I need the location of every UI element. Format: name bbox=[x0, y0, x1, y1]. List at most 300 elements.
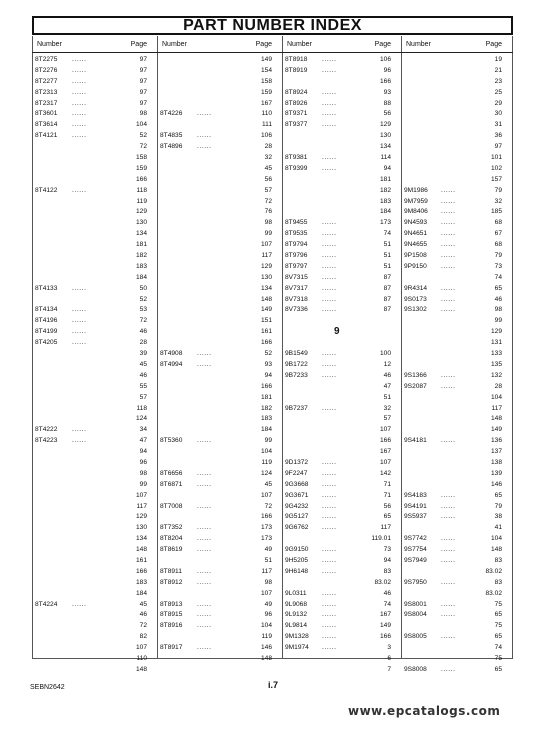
page-ref: 161 bbox=[260, 328, 272, 336]
page-ref: 45 bbox=[139, 600, 147, 608]
page-ref: 83.02 bbox=[485, 589, 502, 597]
table-row bbox=[157, 512, 282, 523]
page-ref: 87 bbox=[383, 306, 391, 314]
table-row bbox=[32, 262, 157, 273]
leader-dots: ...... bbox=[322, 633, 337, 641]
table-row bbox=[282, 88, 401, 99]
table-row bbox=[282, 545, 401, 556]
table-row bbox=[32, 534, 157, 545]
table-row bbox=[282, 436, 401, 447]
part-number: 9N4655 bbox=[404, 241, 428, 249]
page-ref: 134 bbox=[135, 230, 147, 238]
leader-dots: ...... bbox=[197, 143, 212, 151]
page-ref: 56 bbox=[264, 175, 272, 183]
table-row bbox=[157, 273, 282, 284]
table-row bbox=[32, 273, 157, 284]
page-ref: 135 bbox=[490, 360, 502, 368]
leader-dots: ...... bbox=[441, 208, 456, 216]
table-row bbox=[282, 621, 401, 632]
page-ref: 148 bbox=[135, 665, 147, 673]
table-row bbox=[401, 523, 512, 534]
table-row bbox=[32, 458, 157, 469]
part-number: 9S8008 bbox=[404, 665, 427, 673]
page-ref: 119 bbox=[136, 197, 147, 205]
table-row bbox=[282, 578, 401, 589]
leader-dots: ...... bbox=[322, 121, 337, 129]
table-row bbox=[157, 621, 282, 632]
leader-dots: ...... bbox=[197, 360, 212, 368]
page-ref: 74 bbox=[494, 644, 502, 652]
page-ref: 97 bbox=[139, 99, 147, 107]
page-ref: 99 bbox=[264, 230, 272, 238]
table-row bbox=[32, 491, 157, 502]
table-row bbox=[157, 197, 282, 208]
page-ref: 65 bbox=[494, 284, 502, 292]
table-row bbox=[157, 436, 282, 447]
table-row bbox=[282, 371, 401, 382]
table-row bbox=[401, 338, 512, 349]
page-ref: 31 bbox=[494, 121, 502, 129]
leader-dots: ...... bbox=[197, 469, 212, 477]
part-number: 9L9814 bbox=[285, 622, 308, 630]
table-row bbox=[401, 567, 512, 578]
page-ref: 45 bbox=[139, 360, 147, 368]
page-ref: 183 bbox=[260, 415, 272, 423]
part-number: 8T4896 bbox=[160, 143, 183, 151]
page-ref: 148 bbox=[260, 654, 272, 662]
page-ref: 30 bbox=[494, 110, 502, 118]
table-row bbox=[157, 654, 282, 665]
table-row bbox=[157, 632, 282, 643]
leader-dots: ...... bbox=[322, 371, 337, 379]
table-row bbox=[32, 77, 157, 88]
table-row bbox=[401, 109, 512, 120]
table-row bbox=[401, 327, 512, 338]
table-row bbox=[401, 153, 512, 164]
page-ref: 173 bbox=[260, 524, 272, 532]
page-ref: 56 bbox=[383, 502, 391, 510]
table-row bbox=[401, 142, 512, 153]
table-row bbox=[282, 142, 401, 153]
page-ref: 130 bbox=[379, 132, 391, 140]
index-rows bbox=[32, 55, 157, 676]
leader-dots: ...... bbox=[197, 567, 212, 575]
page-ref: 107 bbox=[135, 491, 147, 499]
page-ref: 99 bbox=[494, 317, 502, 325]
page-ref: 129 bbox=[490, 328, 502, 336]
table-row bbox=[32, 502, 157, 513]
table-row bbox=[157, 610, 282, 621]
page-ref: 106 bbox=[379, 56, 391, 63]
page-ref: 134 bbox=[135, 535, 147, 543]
leader-dots: ...... bbox=[322, 600, 337, 608]
part-number: 9S4191 bbox=[404, 502, 427, 510]
table-row bbox=[32, 480, 157, 491]
table-row bbox=[32, 436, 157, 447]
table-row bbox=[282, 66, 401, 77]
table-row bbox=[282, 240, 401, 251]
page-ref: 149 bbox=[260, 306, 272, 314]
page-header: Page bbox=[374, 41, 391, 48]
table-row bbox=[157, 393, 282, 404]
page-ref: 51 bbox=[264, 556, 272, 564]
index-column-3 bbox=[282, 38, 401, 673]
page-ref: 93 bbox=[383, 88, 391, 96]
page-ref: 182 bbox=[135, 252, 147, 260]
page-ref: 184 bbox=[260, 426, 272, 434]
leader-dots: ...... bbox=[322, 524, 337, 532]
page-ref: 117 bbox=[491, 404, 502, 412]
page-ref: 83 bbox=[383, 567, 391, 575]
page-ref: 148 bbox=[490, 415, 502, 423]
part-number: 9G5127 bbox=[285, 513, 309, 521]
leader-dots: ...... bbox=[197, 578, 212, 586]
leader-dots: ...... bbox=[322, 56, 337, 63]
table-row bbox=[32, 567, 157, 578]
page-ref: 41 bbox=[494, 524, 502, 532]
table-row bbox=[282, 502, 401, 513]
table-row bbox=[157, 55, 282, 66]
table-row bbox=[401, 382, 512, 393]
page-ref: 79 bbox=[494, 186, 502, 194]
page-ref: 117 bbox=[380, 524, 391, 532]
table-row bbox=[157, 153, 282, 164]
section-heading bbox=[282, 327, 401, 338]
page-ref: 68 bbox=[494, 241, 502, 249]
table-row bbox=[32, 120, 157, 131]
table-row bbox=[401, 643, 512, 654]
page-ref: 67 bbox=[494, 230, 502, 238]
leader-dots: ...... bbox=[322, 306, 337, 314]
page-ref: 166 bbox=[135, 175, 147, 183]
page-ref: 129 bbox=[379, 121, 391, 129]
index-rows bbox=[157, 55, 282, 665]
part-number: 9B1549 bbox=[285, 350, 308, 358]
table-row bbox=[401, 99, 512, 110]
table-row bbox=[157, 425, 282, 436]
page-ref: 166 bbox=[379, 633, 391, 641]
table-row bbox=[401, 66, 512, 77]
table-row bbox=[401, 556, 512, 567]
table-row bbox=[157, 295, 282, 306]
page-header: Page bbox=[255, 41, 272, 48]
page-ref: 182 bbox=[260, 404, 272, 412]
part-number: 8T4196 bbox=[35, 317, 58, 325]
page-ref: 36 bbox=[494, 132, 502, 140]
part-number: 8T7008 bbox=[160, 502, 183, 510]
table-row bbox=[32, 512, 157, 523]
leader-dots: ...... bbox=[72, 306, 87, 314]
page-ref: 117 bbox=[136, 502, 147, 510]
page-ref: 51 bbox=[383, 241, 391, 249]
column-header bbox=[282, 38, 401, 51]
table-row bbox=[32, 218, 157, 229]
page-ref: 161 bbox=[135, 556, 147, 564]
page-ref: 159 bbox=[135, 164, 147, 172]
part-number: 8T6656 bbox=[160, 469, 183, 477]
table-row bbox=[157, 458, 282, 469]
table-row bbox=[401, 273, 512, 284]
table-row bbox=[157, 229, 282, 240]
page-ref: 117 bbox=[261, 567, 272, 575]
part-number: 9M1974 bbox=[285, 644, 309, 652]
page-ref: 83 bbox=[494, 578, 502, 586]
leader-dots: ...... bbox=[72, 437, 87, 445]
leader-dots: ...... bbox=[72, 110, 87, 118]
table-row bbox=[32, 229, 157, 240]
table-row bbox=[401, 425, 512, 436]
part-number: 8T8912 bbox=[160, 578, 183, 586]
part-number: 9P9150 bbox=[404, 262, 427, 270]
page-ref: 104 bbox=[135, 121, 147, 129]
table-row bbox=[401, 632, 512, 643]
page-ref: 104 bbox=[490, 535, 502, 543]
page-ref: 111 bbox=[261, 121, 272, 129]
part-number: 8T4205 bbox=[35, 339, 58, 347]
table-row bbox=[282, 305, 401, 316]
leader-dots: ...... bbox=[441, 611, 456, 619]
table-row bbox=[32, 447, 157, 458]
table-row bbox=[401, 360, 512, 371]
page-ref: 57 bbox=[264, 186, 272, 194]
part-number: 8T4908 bbox=[160, 350, 183, 358]
page-ref: 166 bbox=[135, 567, 147, 575]
leader-dots: ...... bbox=[441, 371, 456, 379]
table-row bbox=[157, 589, 282, 600]
page-ref: 106 bbox=[260, 132, 272, 140]
part-number: 9G4232 bbox=[285, 502, 309, 510]
leader-dots: ...... bbox=[322, 480, 337, 488]
page-ref: 56 bbox=[383, 110, 391, 118]
table-row bbox=[282, 164, 401, 175]
part-number: 9G3671 bbox=[285, 491, 309, 499]
page-ref: 75 bbox=[494, 654, 502, 662]
part-number: 9M1328 bbox=[285, 633, 309, 641]
table-row bbox=[157, 120, 282, 131]
table-row bbox=[32, 382, 157, 393]
table-row bbox=[282, 273, 401, 284]
leader-dots: ...... bbox=[72, 600, 87, 608]
table-row bbox=[282, 55, 401, 66]
page-ref: 6 bbox=[387, 654, 391, 662]
part-number: 8T8915 bbox=[160, 611, 183, 619]
leader-dots: ...... bbox=[441, 437, 456, 445]
index-column-4 bbox=[401, 38, 512, 673]
page-ref: 94 bbox=[139, 448, 147, 456]
page-ref: 100 bbox=[379, 350, 391, 358]
part-number: 9G9150 bbox=[285, 546, 309, 554]
part-number: 8T4133 bbox=[35, 284, 58, 292]
table-row bbox=[32, 240, 157, 251]
page-ref: 34 bbox=[139, 426, 147, 434]
page-ref: 185 bbox=[490, 208, 502, 216]
leader-dots: ...... bbox=[322, 230, 337, 238]
leader-dots: ...... bbox=[322, 502, 337, 510]
table-row bbox=[32, 186, 157, 197]
leader-dots: ...... bbox=[197, 350, 212, 358]
page-ref: 72 bbox=[139, 143, 147, 151]
table-row bbox=[282, 316, 401, 327]
table-row bbox=[32, 404, 157, 415]
table-row bbox=[282, 414, 401, 425]
table-row bbox=[157, 502, 282, 513]
page-ref: 49 bbox=[264, 600, 272, 608]
table-row bbox=[157, 186, 282, 197]
document-id: SEBN2642 bbox=[30, 684, 65, 691]
table-row bbox=[32, 197, 157, 208]
page-ref: 98 bbox=[264, 578, 272, 586]
leader-dots: ...... bbox=[441, 241, 456, 249]
page-ref: 93 bbox=[264, 360, 272, 368]
part-number: 8T3614 bbox=[35, 121, 58, 129]
part-number: 8T9796 bbox=[285, 252, 308, 260]
page-ref: 167 bbox=[260, 99, 272, 107]
table-row bbox=[401, 175, 512, 186]
part-number: 8V7336 bbox=[285, 306, 308, 314]
table-row bbox=[401, 251, 512, 262]
page-ref: 134 bbox=[379, 143, 391, 151]
table-row bbox=[401, 284, 512, 295]
table-row bbox=[32, 66, 157, 77]
page-ref: 137 bbox=[490, 448, 502, 456]
table-row bbox=[282, 349, 401, 360]
table-row bbox=[401, 120, 512, 131]
table-row bbox=[401, 436, 512, 447]
table-row bbox=[32, 207, 157, 218]
page-ref: 114 bbox=[380, 154, 391, 162]
page-ref: 49 bbox=[264, 546, 272, 554]
part-number: 8T4223 bbox=[35, 437, 58, 445]
table-row bbox=[157, 447, 282, 458]
part-number: 9G3668 bbox=[285, 480, 309, 488]
page-ref: 166 bbox=[260, 339, 272, 347]
part-number: 9F2247 bbox=[285, 469, 308, 477]
table-row bbox=[157, 164, 282, 175]
page-ref: 166 bbox=[379, 77, 391, 85]
table-row bbox=[282, 382, 401, 393]
part-number: 8T9535 bbox=[285, 230, 308, 238]
part-number: 9P1508 bbox=[404, 252, 427, 260]
part-number: 9G6762 bbox=[285, 524, 309, 532]
page-ref: 158 bbox=[135, 154, 147, 162]
table-row bbox=[401, 600, 512, 611]
page-ref: 139 bbox=[490, 469, 502, 477]
part-number: 9D1372 bbox=[285, 458, 309, 466]
part-number: 8T4134 bbox=[35, 306, 58, 314]
page-ref: 52 bbox=[139, 295, 147, 303]
table-row bbox=[401, 229, 512, 240]
page-ref: 159 bbox=[260, 88, 272, 96]
table-row bbox=[282, 131, 401, 142]
leader-dots: ...... bbox=[322, 66, 337, 74]
leader-dots: ...... bbox=[197, 437, 212, 445]
page-ref: 12 bbox=[383, 360, 391, 368]
page-ref: 124 bbox=[135, 415, 147, 423]
index-column-1 bbox=[32, 38, 157, 673]
page-ref: 72 bbox=[139, 622, 147, 630]
page-ref: 182 bbox=[379, 186, 391, 194]
table-row bbox=[282, 393, 401, 404]
index-column-2 bbox=[157, 38, 282, 662]
leader-dots: ...... bbox=[322, 284, 337, 292]
leader-dots: ...... bbox=[441, 665, 456, 673]
part-number: 8T2277 bbox=[35, 77, 58, 85]
part-number: 9B7237 bbox=[285, 404, 308, 412]
leader-dots: ...... bbox=[322, 241, 337, 249]
page-ref: 130 bbox=[135, 219, 147, 227]
page-ref: 149 bbox=[260, 56, 272, 63]
table-row bbox=[401, 186, 512, 197]
table-row bbox=[157, 327, 282, 338]
table-row bbox=[401, 305, 512, 316]
leader-dots: ...... bbox=[322, 546, 337, 554]
table-row bbox=[282, 295, 401, 306]
page-ref: 146 bbox=[260, 644, 272, 652]
leader-dots: ...... bbox=[72, 284, 87, 292]
part-number: 8V7317 bbox=[285, 284, 308, 292]
page-ref: 129 bbox=[135, 208, 147, 216]
index-rows bbox=[282, 55, 401, 676]
page-ref: 94 bbox=[264, 371, 272, 379]
page-ref: 73 bbox=[383, 546, 391, 554]
table-row bbox=[401, 665, 512, 676]
page-ref: 166 bbox=[379, 437, 391, 445]
page-ref: 83 bbox=[494, 556, 502, 564]
page-ref: 107 bbox=[260, 241, 272, 249]
table-row bbox=[282, 207, 401, 218]
leader-dots: ...... bbox=[322, 164, 337, 172]
page-ref: 51 bbox=[383, 252, 391, 260]
part-number: 9M7959 bbox=[404, 197, 428, 205]
table-row bbox=[401, 262, 512, 273]
leader-dots: ...... bbox=[441, 295, 456, 303]
table-row bbox=[157, 131, 282, 142]
page-ref: 88 bbox=[383, 99, 391, 107]
table-row bbox=[157, 349, 282, 360]
page-ref: 133 bbox=[490, 350, 502, 358]
page-ref: 101 bbox=[490, 154, 502, 162]
leader-dots: ...... bbox=[322, 404, 337, 412]
leader-dots: ...... bbox=[322, 589, 337, 597]
table-row bbox=[157, 360, 282, 371]
leader-dots: ...... bbox=[322, 513, 337, 521]
leader-dots: ...... bbox=[72, 66, 87, 74]
page-ref: 3 bbox=[387, 644, 391, 652]
part-number: 9S4181 bbox=[404, 437, 427, 445]
page-ref: 68 bbox=[494, 219, 502, 227]
page-ref: 46 bbox=[383, 589, 391, 597]
page-ref: 118 bbox=[136, 186, 147, 194]
page-ref: 107 bbox=[260, 491, 272, 499]
part-number: 8T4199 bbox=[35, 328, 58, 336]
table-row bbox=[157, 109, 282, 120]
page-ref: 21 bbox=[494, 66, 502, 74]
table-row bbox=[32, 360, 157, 371]
table-row bbox=[157, 491, 282, 502]
page-ref: 146 bbox=[490, 480, 502, 488]
table-row bbox=[157, 382, 282, 393]
page-ref: 119 bbox=[261, 633, 272, 641]
table-row bbox=[157, 218, 282, 229]
table-row bbox=[32, 295, 157, 306]
leader-dots: ...... bbox=[441, 535, 456, 543]
part-number: 8V7315 bbox=[285, 273, 308, 281]
page-ref: 183 bbox=[379, 197, 391, 205]
part-number: 9S4183 bbox=[404, 491, 427, 499]
page-ref: 65 bbox=[494, 491, 502, 499]
page-ref: 99 bbox=[139, 480, 147, 488]
number-header: Number bbox=[37, 41, 62, 48]
